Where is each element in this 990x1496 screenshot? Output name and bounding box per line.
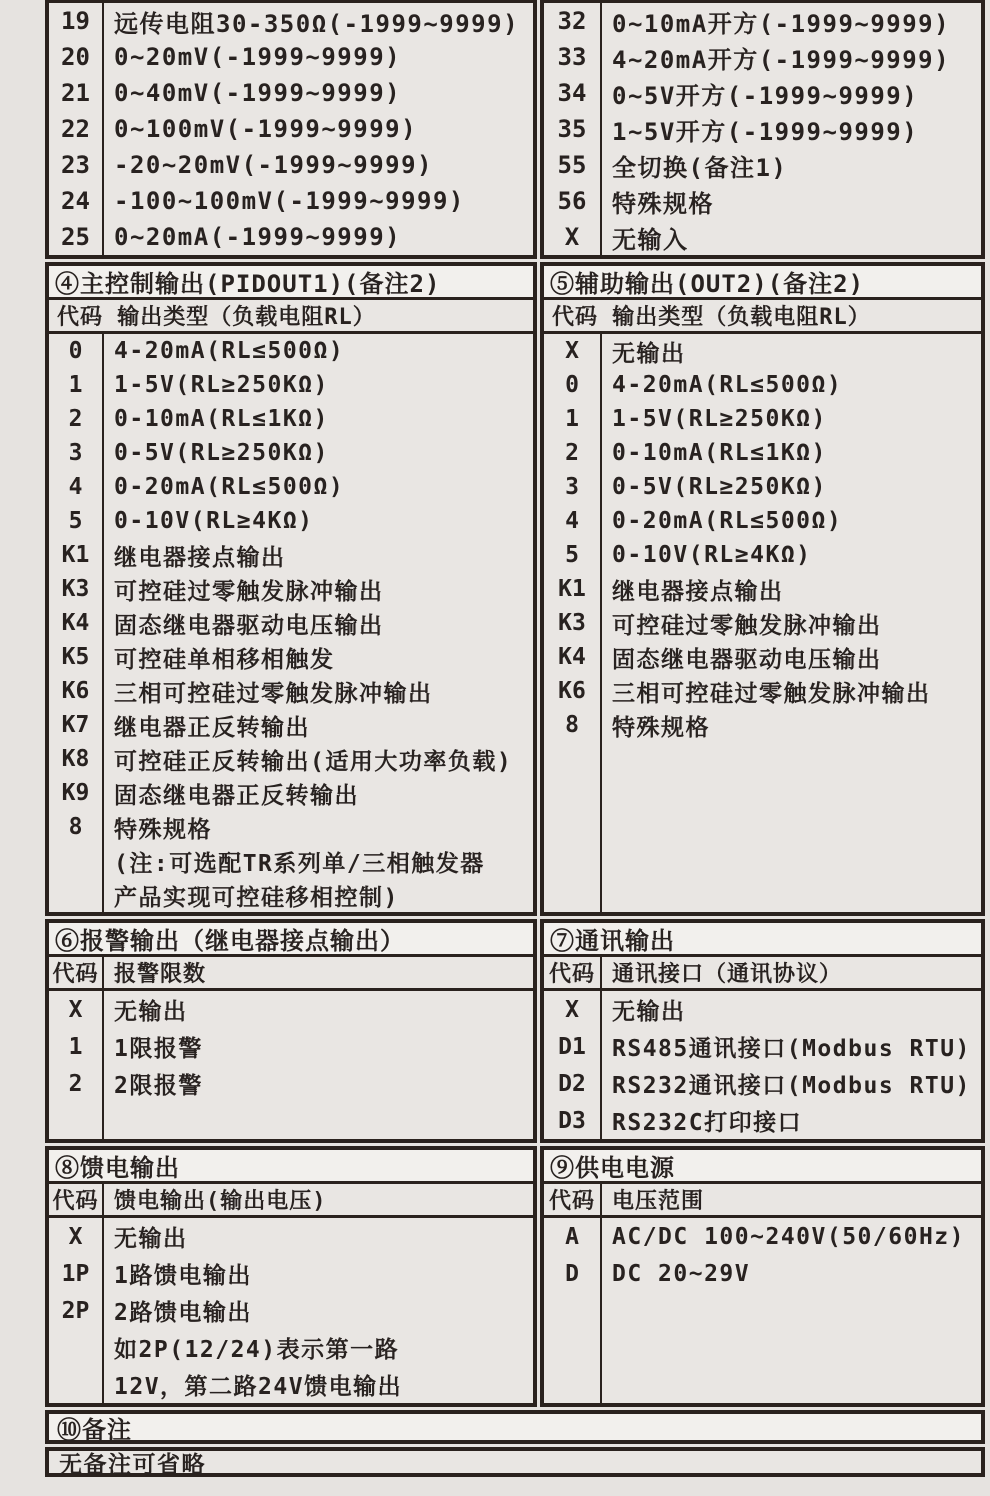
section-5-panel bbox=[540, 262, 985, 916]
row-desc: 0-10V(RL≥4KΩ) bbox=[612, 542, 812, 568]
row-desc: 2限报警 bbox=[114, 1073, 203, 1099]
section-8-body bbox=[49, 1218, 533, 1403]
table-row bbox=[544, 572, 981, 606]
row-desc: 无输出 bbox=[612, 340, 686, 367]
table-row bbox=[49, 334, 533, 368]
row-code: 25 bbox=[61, 223, 90, 251]
row-code: 24 bbox=[61, 187, 90, 215]
row-desc: AC/DC 100~240V(50/60Hz) bbox=[612, 1223, 965, 1250]
row-code: 8 bbox=[565, 712, 579, 738]
section-9-title: ⑨供电电源 bbox=[544, 1150, 981, 1184]
row-code: K4 bbox=[558, 644, 586, 670]
table-row bbox=[544, 504, 981, 538]
row-code: X bbox=[564, 223, 580, 251]
table-row bbox=[544, 1028, 981, 1065]
table-row bbox=[544, 402, 981, 436]
table-row bbox=[49, 219, 533, 255]
row-desc: -20~20mV(-1999~9999) bbox=[114, 151, 433, 179]
row-desc: 固态继电器驱动电压输出 bbox=[114, 612, 384, 639]
section-9-body bbox=[544, 1218, 981, 1403]
table-row bbox=[544, 991, 981, 1028]
table-row bbox=[49, 504, 533, 538]
table-row bbox=[49, 436, 533, 470]
section-6-title: ⑥报警输出（继电器接点输出） bbox=[49, 923, 533, 957]
row-code: 1 bbox=[68, 1033, 83, 1060]
section-7-column-header bbox=[544, 957, 981, 991]
row-desc: 特殊规格 bbox=[612, 189, 714, 218]
table-row bbox=[49, 1255, 533, 1292]
table-row bbox=[544, 538, 981, 572]
table-row bbox=[544, 111, 981, 147]
table-row bbox=[49, 368, 533, 402]
row-code: 55 bbox=[557, 151, 587, 179]
table-row bbox=[49, 606, 533, 640]
row-desc: DC 20~29V bbox=[612, 1260, 751, 1287]
row-code: K4 bbox=[61, 610, 90, 636]
row-code: K7 bbox=[61, 712, 90, 738]
row-code: K3 bbox=[61, 576, 90, 602]
section-10-note: 无备注可省略 bbox=[45, 1447, 985, 1477]
table-row bbox=[544, 1255, 981, 1292]
row-code: 21 bbox=[61, 79, 90, 107]
table-row bbox=[49, 111, 533, 147]
table-row bbox=[49, 776, 533, 810]
section-8-9 bbox=[45, 1146, 985, 1407]
section-7-body bbox=[544, 991, 981, 1139]
row-desc: 1~5V开方(-1999~9999) bbox=[612, 117, 919, 146]
table-row bbox=[544, 606, 981, 640]
row-desc: 0-5V(RL≥250KΩ) bbox=[114, 440, 329, 466]
table-row bbox=[49, 742, 533, 776]
row-desc: 1-5V(RL≥250KΩ) bbox=[612, 406, 827, 432]
row-code: 2 bbox=[68, 406, 83, 432]
table-row bbox=[49, 991, 533, 1028]
code-header: 代码 bbox=[49, 957, 104, 988]
row-code: K5 bbox=[61, 644, 90, 670]
row-desc: 0-20mA(RL≤500Ω) bbox=[114, 474, 345, 500]
table-row bbox=[49, 640, 533, 674]
code-header: 代码 bbox=[49, 1184, 104, 1215]
row-desc: 1限报警 bbox=[114, 1036, 203, 1062]
table-row bbox=[49, 810, 533, 844]
row-code: 8 bbox=[68, 814, 83, 840]
section-4-panel bbox=[45, 262, 537, 916]
row-desc: 可控硅过零触发脉冲输出 bbox=[114, 578, 384, 605]
table-row bbox=[49, 674, 533, 708]
row-code: K3 bbox=[558, 610, 586, 636]
row-desc: 0-10mA(RL≤1KΩ) bbox=[114, 406, 329, 432]
table-row bbox=[544, 1065, 981, 1102]
row-desc: 0~5V开方(-1999~9999) bbox=[612, 81, 919, 110]
table-row bbox=[49, 708, 533, 742]
row-code: 2 bbox=[68, 1070, 83, 1097]
row-desc: 12V，第二路24V馈电输出 bbox=[114, 1374, 403, 1400]
table-row bbox=[544, 470, 981, 504]
row-code: 23 bbox=[61, 151, 90, 179]
row-desc: 继电器接点输出 bbox=[612, 578, 784, 605]
row-desc: 全切换(备注1) bbox=[612, 153, 788, 182]
row-code: K6 bbox=[61, 678, 90, 704]
row-code: K9 bbox=[61, 780, 90, 806]
row-desc: RS485通讯接口(Modbus RTU) bbox=[612, 1036, 971, 1062]
section-8-column-header bbox=[49, 1184, 533, 1218]
table-row bbox=[544, 368, 981, 402]
table-row bbox=[544, 39, 981, 75]
row-desc: 无输出 bbox=[114, 1226, 188, 1252]
row-desc: (注:可选配TR系列单/三相触发器 bbox=[114, 850, 485, 877]
table-row bbox=[544, 3, 981, 39]
row-code: X bbox=[68, 996, 83, 1023]
row-desc: 4-20mA(RL≤500Ω) bbox=[612, 372, 843, 398]
table-row bbox=[544, 75, 981, 111]
row-code: 5 bbox=[565, 542, 579, 568]
section-6-panel bbox=[45, 919, 537, 1143]
row-desc: -100~100mV(-1999~9999) bbox=[114, 187, 465, 215]
input-type-left-panel bbox=[45, 0, 537, 259]
row-code: 4 bbox=[68, 474, 83, 500]
table-row bbox=[49, 572, 533, 606]
section-5-column-header: 代码 输出类型（负载电阻RL） bbox=[544, 300, 981, 334]
row-desc: 0~100mV(-1999~9999) bbox=[114, 115, 418, 143]
desc-header: 报警限数 bbox=[114, 962, 207, 987]
row-code: 1 bbox=[565, 406, 579, 432]
table-row bbox=[544, 674, 981, 708]
section-6-column-header bbox=[49, 957, 533, 991]
row-code: 22 bbox=[61, 115, 90, 143]
row-code: D2 bbox=[558, 1070, 586, 1097]
row-desc: 0~20mV(-1999~9999) bbox=[114, 43, 402, 71]
row-desc: 产品实现可控硅移相控制) bbox=[114, 884, 399, 911]
section-8-title: ⑧馈电输出 bbox=[49, 1150, 533, 1184]
row-desc: 0-20mA(RL≤500Ω) bbox=[612, 508, 843, 534]
table-row bbox=[49, 844, 533, 878]
row-code: 19 bbox=[61, 7, 90, 35]
section-5-body bbox=[544, 334, 981, 912]
table-row bbox=[544, 183, 981, 219]
row-code: K6 bbox=[558, 678, 586, 704]
table-row bbox=[49, 183, 533, 219]
row-desc: 特殊规格 bbox=[612, 714, 710, 741]
table-row bbox=[49, 1218, 533, 1255]
row-desc: 固态继电器正反转输出 bbox=[114, 782, 359, 809]
desc-header: 电压范围 bbox=[612, 1189, 705, 1214]
section-4-column-header: 代码 输出类型（负载电阻RL） bbox=[49, 300, 533, 334]
row-code: A bbox=[565, 1223, 579, 1250]
row-desc: 可控硅过零触发脉冲输出 bbox=[612, 612, 882, 639]
desc-header: 通讯接口（通讯协议） bbox=[612, 962, 843, 987]
section-6-7 bbox=[45, 919, 985, 1143]
table-row bbox=[49, 1065, 533, 1102]
input-type-right-panel bbox=[540, 0, 985, 259]
row-code: 56 bbox=[557, 187, 587, 215]
section-7-title: ⑦通讯输出 bbox=[544, 923, 981, 957]
row-code: D3 bbox=[558, 1107, 586, 1134]
row-desc: 继电器接点输出 bbox=[114, 544, 286, 571]
row-code: 33 bbox=[557, 43, 587, 71]
row-desc: 可控硅正反转输出(适用大功率负载) bbox=[114, 748, 513, 775]
table-row bbox=[544, 708, 981, 742]
table-row bbox=[49, 538, 533, 572]
table-row bbox=[49, 3, 533, 39]
row-code: X bbox=[565, 338, 579, 364]
row-desc: 0~40mV(-1999~9999) bbox=[114, 79, 402, 107]
section-10-header-row bbox=[45, 1410, 985, 1444]
row-desc: 特殊规格 bbox=[114, 816, 212, 843]
code-header: 代码 bbox=[544, 957, 602, 988]
table-row bbox=[49, 470, 533, 504]
table-row bbox=[49, 1028, 533, 1065]
desc-header: 馈电输出(输出电压) bbox=[114, 1189, 327, 1214]
section-10-title: ⑩备注 bbox=[45, 1410, 985, 1444]
row-code: 34 bbox=[557, 79, 587, 107]
row-desc: 1路馈电输出 bbox=[114, 1263, 252, 1289]
row-desc: 1-5V(RL≥250KΩ) bbox=[114, 372, 329, 398]
row-code: 1 bbox=[68, 372, 83, 398]
row-desc: 0~10mA开方(-1999~9999) bbox=[612, 9, 951, 38]
section-8-panel bbox=[45, 1146, 537, 1407]
row-code: X bbox=[68, 1223, 83, 1250]
row-desc: 无输入 bbox=[612, 225, 689, 254]
row-desc: 2路馈电输出 bbox=[114, 1300, 252, 1326]
row-code: D bbox=[565, 1260, 579, 1287]
section-7-panel bbox=[540, 919, 985, 1143]
section-6-body bbox=[49, 991, 533, 1139]
table-row bbox=[49, 1329, 533, 1366]
table-row bbox=[49, 402, 533, 436]
table-row bbox=[544, 436, 981, 470]
section-4-title: ④主控制输出(PIDOUT1)(备注2) bbox=[49, 266, 533, 300]
row-code: K8 bbox=[61, 746, 90, 772]
section-10-note-row bbox=[45, 1447, 985, 1477]
table-row bbox=[544, 1102, 981, 1139]
section-4-5 bbox=[45, 262, 985, 916]
table-row bbox=[49, 147, 533, 183]
row-code: K1 bbox=[558, 576, 586, 602]
row-code: 20 bbox=[61, 43, 90, 71]
row-desc: RS232C打印接口 bbox=[612, 1110, 803, 1136]
row-code: 5 bbox=[68, 508, 83, 534]
row-desc: 无输出 bbox=[114, 999, 188, 1025]
table-row bbox=[49, 75, 533, 111]
row-code: 4 bbox=[565, 508, 579, 534]
table-row bbox=[49, 878, 533, 912]
row-desc: 4-20mA(RL≤500Ω) bbox=[114, 338, 345, 364]
table-row bbox=[49, 1366, 533, 1403]
table-row bbox=[544, 1218, 981, 1255]
row-desc: 如2P(12/24)表示第一路 bbox=[114, 1337, 400, 1363]
row-code: K1 bbox=[61, 542, 90, 568]
row-desc: 三相可控硅过零触发脉冲输出 bbox=[114, 680, 433, 707]
row-desc: 三相可控硅过零触发脉冲输出 bbox=[612, 680, 931, 707]
row-desc: RS232通讯接口(Modbus RTU) bbox=[612, 1073, 971, 1099]
row-code: 2P bbox=[61, 1297, 90, 1324]
row-desc: 继电器正反转输出 bbox=[114, 714, 310, 741]
row-code: 1P bbox=[61, 1260, 90, 1287]
row-desc: 0-10mA(RL≤1KΩ) bbox=[612, 440, 827, 466]
table-row bbox=[49, 1292, 533, 1329]
section-5-title: ⑤辅助输出(OUT2)(备注2) bbox=[544, 266, 981, 300]
row-code: X bbox=[565, 996, 579, 1023]
row-desc: 4~20mA开方(-1999~9999) bbox=[612, 45, 951, 74]
row-desc: 远传电阻30-350Ω(-1999~9999) bbox=[114, 9, 520, 38]
table-row bbox=[544, 334, 981, 368]
section-4-body bbox=[49, 334, 533, 912]
row-desc: 0-5V(RL≥250KΩ) bbox=[612, 474, 827, 500]
row-code: D1 bbox=[558, 1033, 586, 1060]
row-code: 0 bbox=[68, 338, 83, 364]
row-code: 3 bbox=[565, 474, 579, 500]
row-code: 0 bbox=[565, 372, 579, 398]
row-desc: 可控硅单相移相触发 bbox=[114, 646, 335, 673]
section-9-panel bbox=[540, 1146, 985, 1407]
row-code: 3 bbox=[68, 440, 83, 466]
row-code: 2 bbox=[565, 440, 579, 466]
row-code: 35 bbox=[557, 115, 587, 143]
table-row bbox=[544, 219, 981, 255]
table-row bbox=[49, 39, 533, 75]
row-desc: 0~20mA(-1999~9999) bbox=[114, 223, 402, 251]
input-type-table-continued bbox=[45, 0, 985, 259]
row-code: 32 bbox=[557, 7, 587, 35]
row-desc: 固态继电器驱动电压输出 bbox=[612, 646, 882, 673]
code-header: 代码 bbox=[544, 1184, 602, 1215]
table-row bbox=[544, 640, 981, 674]
section-9-column-header bbox=[544, 1184, 981, 1218]
row-desc: 0-10V(RL≥4KΩ) bbox=[114, 508, 314, 534]
table-row bbox=[544, 147, 981, 183]
row-desc: 无输出 bbox=[612, 999, 686, 1025]
